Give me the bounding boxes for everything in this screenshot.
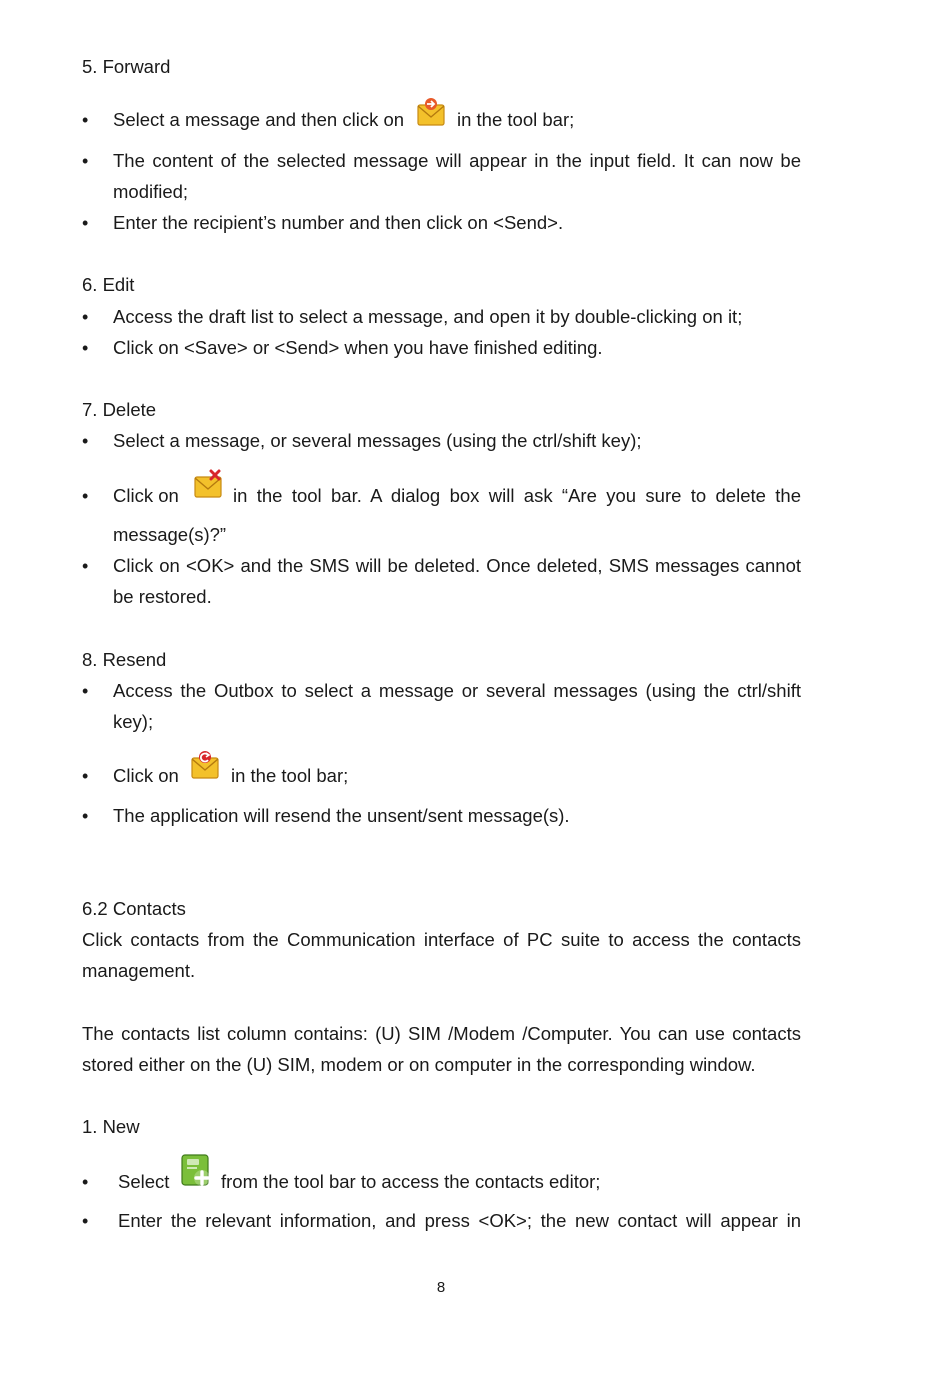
bullet: • [82, 486, 89, 506]
delete-step-3-line-1: Click on <OK> and the SMS will be deleted. Once deleted, SMS messages cannot [113, 555, 801, 576]
resend-step-2-prefix: Click on [113, 765, 179, 786]
bullet: • [82, 151, 89, 171]
delete-step-1-text: Select a message, or several messages (using the ctrl/shift key); [113, 430, 642, 451]
new-step-1-prefix: Select [118, 1171, 170, 1192]
bullet: • [82, 213, 89, 233]
bullet: • [82, 806, 89, 826]
delete-step-2-line-2: message(s)?” [113, 524, 227, 545]
forward-step-2-line-1: The content of the selected message will appear in the input field. It can now be [113, 150, 801, 171]
contacts-paragraph-1-line-2: management. [82, 960, 196, 981]
bullet: • [82, 1172, 89, 1192]
delete-step-3-line-2: be restored. [113, 586, 212, 607]
bullet: • [82, 307, 89, 327]
new-heading: 1. New [82, 1116, 140, 1137]
forward-heading: 5. Forward [82, 56, 171, 77]
bullet: • [82, 556, 89, 576]
contacts-paragraph-2-line-2: stored either on the (U) SIM, modem or on computer in the corresponding window. [82, 1054, 756, 1075]
resend-step-2-suffix: in the tool bar; [231, 765, 349, 786]
contacts-paragraph-1-line-1: Click contacts from the Communication interface of PC suite to access the contacts [82, 929, 801, 950]
contacts-paragraph-2-line-1: The contacts list column contains: (U) SIM /Modem /Computer. You can use contacts [82, 1023, 801, 1044]
bullet: • [82, 431, 89, 451]
bullet: • [82, 110, 89, 130]
resend-heading: 8. Resend [82, 649, 167, 670]
edit-step-2-text: Click on <Save> or <Send> when you have finished editing. [113, 337, 603, 358]
edit-heading: 6. Edit [82, 274, 135, 295]
resend-step-3-text: The application will resend the unsent/sent message(s). [113, 805, 570, 826]
forward-step-1-text: Select a message and then click on [113, 109, 405, 130]
delete-step-2-prefix: Click on [113, 485, 179, 506]
resend-step-1-line-1: Access the Outbox to select a message or several messages (using the ctrl/shift [113, 680, 801, 701]
forward-message-icon [415, 96, 447, 128]
delete-heading: 7. Delete [82, 399, 157, 420]
resend-message-icon [189, 749, 221, 781]
forward-step-1-suffix: in the tool bar; [457, 109, 575, 130]
delete-step-2-line-1: in the tool bar. A dialog box will ask “Are you sure to delete the [233, 485, 801, 506]
new-contact-icon [179, 1153, 213, 1189]
forward-step-2-line-2: modified; [113, 181, 189, 202]
bullet: • [82, 1211, 89, 1231]
new-step-2-line-1: Enter the relevant information, and press <OK>; the new contact will appear in [118, 1210, 801, 1231]
bullet: • [82, 766, 89, 786]
delete-message-icon [192, 468, 224, 500]
bullet: • [82, 338, 89, 358]
new-step-1-suffix: from the tool bar to access the contacts editor; [221, 1171, 601, 1192]
contacts-heading: 6.2 Contacts [82, 898, 186, 919]
resend-step-1-line-2: key); [113, 711, 154, 732]
forward-step-3-text: Enter the recipient’s number and then click on <Send>. [113, 212, 564, 233]
bullet: • [82, 681, 89, 701]
page-number: 8 [436, 1279, 446, 1296]
edit-step-1-text: Access the draft list to select a message, and open it by double-clicking on it; [113, 306, 743, 327]
